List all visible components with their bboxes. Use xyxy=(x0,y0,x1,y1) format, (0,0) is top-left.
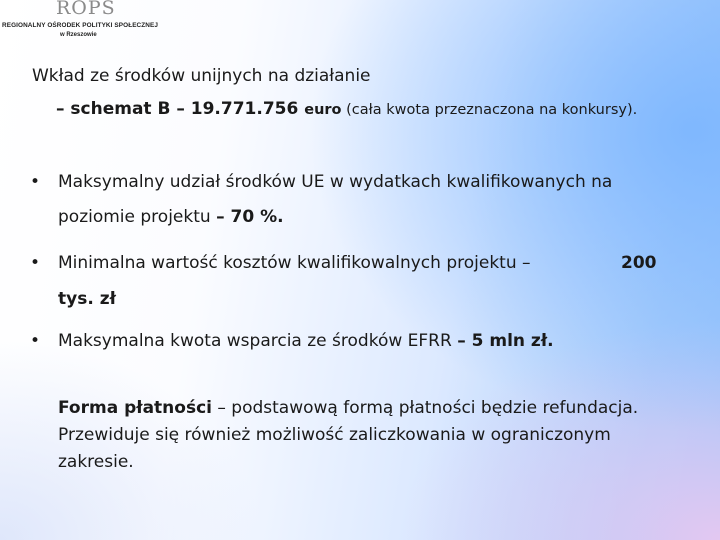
intro-note: (cała kwota przeznaczona na konkursy). xyxy=(341,102,638,118)
payment-line-1-rest: – podstawową formą płatności będzie refundacja. xyxy=(211,398,639,418)
bullet-3-value: – 5 mln zł. xyxy=(457,331,554,351)
payment-paragraph xyxy=(58,395,698,476)
intro-amount: – schemat B – 19.771.756 xyxy=(56,99,305,119)
bullet-1-line-1: Maksymalny udział środków UE w wydatkach kwalifikowanych na xyxy=(58,172,613,192)
bullet-1-value: – 70 %. xyxy=(216,207,284,227)
payment-line-3: zakresie. xyxy=(58,452,134,472)
bullet-dot-2: • xyxy=(30,253,41,273)
payment-line-2: Przewiduje się również możliwość zaliczkowania w ograniczonym xyxy=(58,425,611,445)
bullet-3-text: Maksymalna kwota wsparcia ze środków EFRR xyxy=(58,331,458,351)
bullet-1-line-2 xyxy=(58,207,284,227)
rops-logo xyxy=(2,0,202,46)
bullet-2-line-2: tys. zł xyxy=(58,289,116,309)
bullet-2-value: 200 xyxy=(621,253,657,273)
bullet-dot-3: • xyxy=(30,331,41,351)
bullet-2-line-1: Minimalna wartość kosztów kwalifikowalnych projektu – xyxy=(58,253,531,273)
bullet-dot-1: • xyxy=(30,172,41,192)
logo-mark: ROPS xyxy=(56,0,116,19)
payment-line-1 xyxy=(58,395,698,422)
intro-currency: euro xyxy=(304,102,342,118)
bullet-3-line-1 xyxy=(58,331,554,351)
logo-org-name: REGIONALNY OŚRODEK POLITYKI SPOŁECZNEJ xyxy=(2,22,159,29)
logo-city: w Rzeszowie xyxy=(60,32,97,38)
intro-line-1: Wkład ze środków unijnych na działanie xyxy=(32,66,371,86)
intro-line-2 xyxy=(56,99,637,119)
payment-label: Forma płatności xyxy=(58,398,212,418)
bullet-1-text: poziomie projektu xyxy=(58,207,217,227)
